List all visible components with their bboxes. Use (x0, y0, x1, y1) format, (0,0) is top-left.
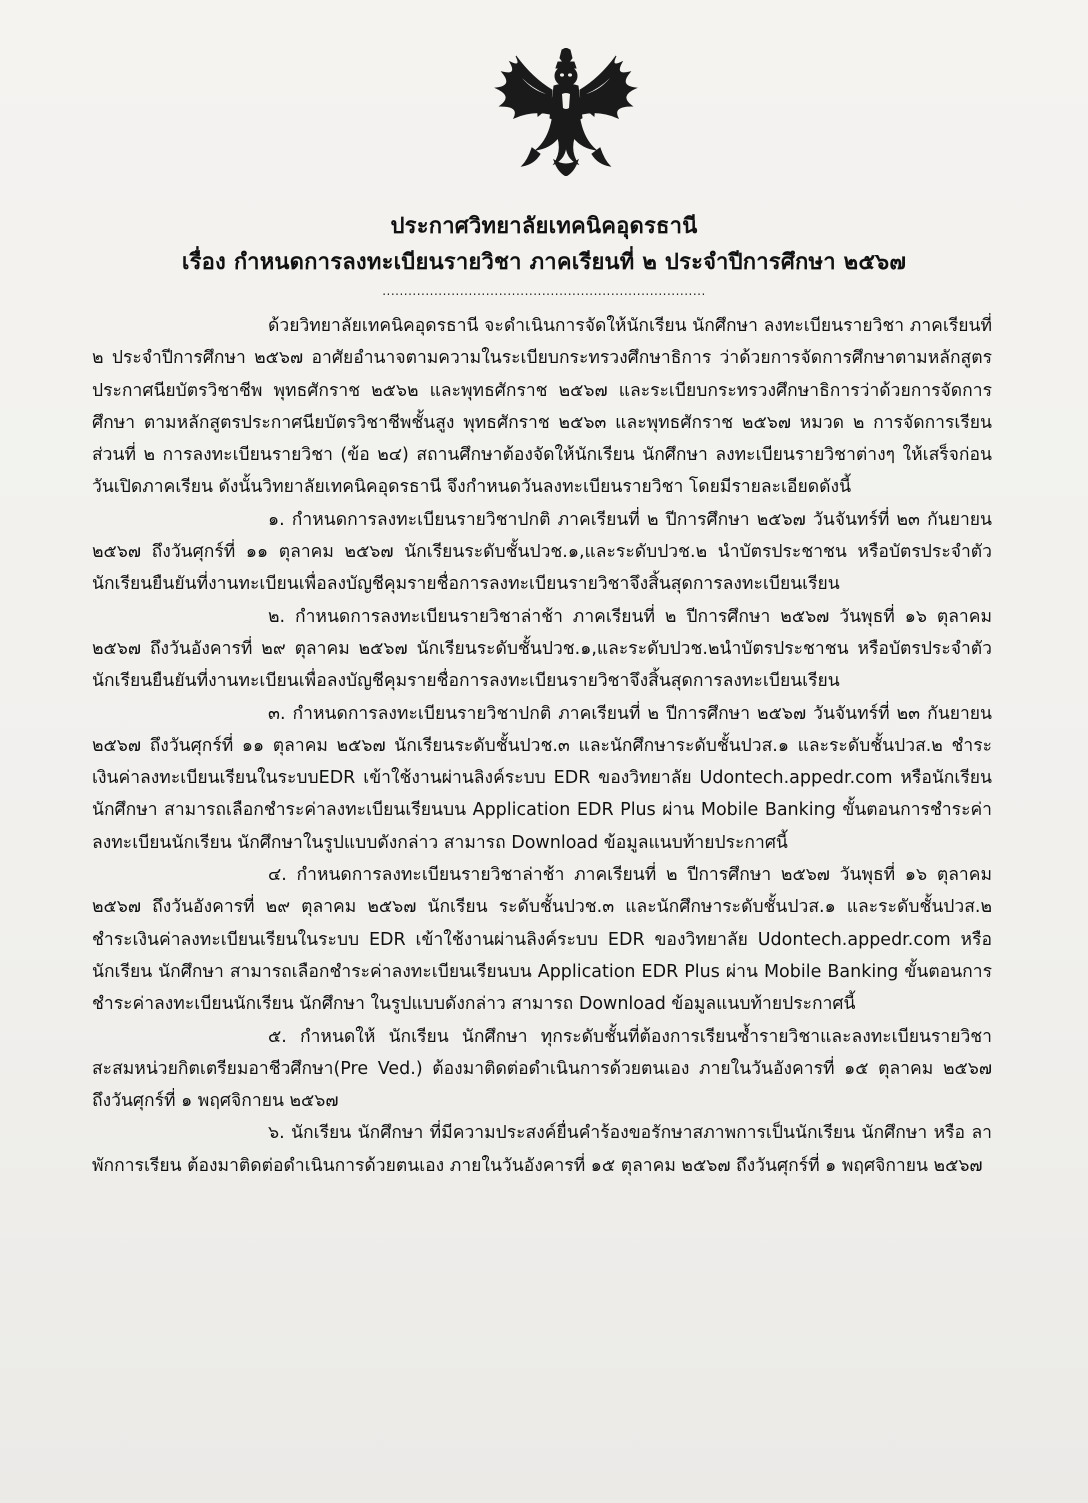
announcement-subject: เรื่อง กำหนดการลงทะเบียนรายวิชา ภาคเรียนที่ ๒ ประจำปีการศึกษา ๒๕๖๗ (181, 250, 907, 275)
separator-line: ........................................................................... (382, 284, 706, 298)
announcement-title: ประกาศวิทยาลัยเทคนิคอุดรธานี (390, 214, 698, 239)
garuda-emblem-icon (492, 48, 640, 176)
item-1-paragraph: ๑. กำหนดการลงทะเบียนรายวิชาปกติ ภาคเรียนที่ ๒ ปีการศึกษา ๒๕๖๗ วันจันทร์ที่ ๒๓ กันยายน ๒๕๖๗ ถึงวันศุกร์ที่ ๑๑ ตุลาคม ๒๕๖๗ นักเรียนระดับชั้นปวช.๑,และระดับปวช.๒ นำบัตรประชาชน หรือบัตรประจำตัวนักเรียนยืนยันที่งานทะเบียนเพื่อลงบัญชีคุมรายชื่อการลงทะเบียนรายวิชาจึงสิ้นสุดการลงทะเบียนเรียน (92, 509, 992, 595)
item-4-paragraph: ๔. กำหนดการลงทะเบียนรายวิชาล่าช้า ภาคเรียนที่ ๒ ปีการศึกษา ๒๕๖๗ วันพุธที่ ๑๖ ตุลาคม ๒๕๖๗ ถึงวันอังคารที่ ๒๙ ตุลาคม ๒๕๖๗ นักเรียน ระดับชั้นปวช.๓ และนักศึกษาระดับชั้นปวส.๑ และระดับชั้นปวส.๒ ชำระเงินค่าลงทะเบียนเรียนในระบบ EDR เข้าใช้งานผ่านลิงค์ระบบ EDR ของวิทยาลัย Udontech.appedr.com หรือนักเรียน นักศึกษา สามารถเลือกชำระค่าลงทะเบียนเรียนบน Application EDR Plus ผ่าน Mobile Banking ขั้นตอนการชำระค่าลงทะเบียนนักเรียน นักศึกษา ในรูปแบบดังกล่าว สามารถ Download ข้อมูลแนบท้ายประกาศนี้ (92, 865, 992, 1015)
announcement-body (92, 310, 992, 1182)
item-3-paragraph: ๓. กำหนดการลงทะเบียนรายวิชาปกติ ภาคเรียนที่ ๒ ปีการศึกษา ๒๕๖๗ วันจันทร์ที่ ๒๓ กันยายน ๒๕๖๗ ถึงวันศุกร์ที่ ๑๑ ตุลาคม ๒๕๖๗ นักเรียนระดับชั้นปวช.๓ และนักศึกษาระดับชั้นปวส.๑ และระดับชั้นปวส.๒ ชำระเงินค่าลงทะเบียนเรียนในระบบEDR เข้าใช้งานผ่านลิงค์ระบบ EDR ของวิทยาลัย Udontech.appedr.com หรือนักเรียน นักศึกษา สามารถเลือกชำระค่าลงทะเบียนเรียนบน Application EDR Plus ผ่าน Mobile Banking ขั้นตอนการชำระค่าลงทะเบียนนักเรียน นักศึกษาในรูปแบบดังกล่าว สามารถ Download ข้อมูลแนบท้ายประกาศนี้ (92, 703, 992, 853)
item-5-paragraph: ๕. กำหนดให้ นักเรียน นักศึกษา ทุกระดับชั้นที่ต้องการเรียนซ้ำรายวิชาและลงทะเบียนรายวิชาสะสมหน่วยกิตเตรียมอาชีวศึกษา(Pre Ved.) ต้องมาติดต่อดำเนินการด้วยตนเอง ภายในวันอังคารที่ ๑๕ ตุลาคม ๒๕๖๗ ถึงวันศุกร์ที่ ๑ พฤศจิกายน ๒๕๖๗ (92, 1026, 992, 1112)
intro-paragraph: ด้วยวิทยาลัยเทคนิคอุดรธานี จะดำเนินการจัดให้นักเรียน นักศึกษา ลงทะเบียนรายวิชา ภาคเรียนที่ ๒ ประจำปีการศึกษา ๒๕๖๗ อาศัยอำนาจตามความในระเบียบกระทรวงศึกษาธิการ ว่าด้วยการจัดการศึกษาตามหลักสูตรประกาศนียบัตรวิชาชีพ พุทธศักราช ๒๕๖๒ และพุทธศักราช ๒๕๖๗ และระเบียบกระทรวงศึกษาธิการว่าด้วยการจัดการศึกษา ตามหลักสูตรประกาศนียบัตรวิชาชีพชั้นสูง พุทธศักราช ๒๕๖๓ และพุทธศักราช ๒๕๖๗ หมวด ๒ การจัดการเรียน ส่วนที่ ๒ การลงทะเบียนรายวิชา (ข้อ ๒๔) สถานศึกษาต้องจัดให้นักเรียน นักศึกษา ลงทะเบียนรายวิชาต่างๆ ให้เสร็จก่อนวันเปิดภาคเรียน ดังนั้นวิทยาลัยเทคนิคอุดรธานี จึงกำหนดวันลงทะเบียนรายวิชา โดยมีรายละเอียดดังนี้ (92, 316, 992, 498)
item-6-paragraph: ๖. นักเรียน นักศึกษา ที่มีความประสงค์ยื่นคำร้องขอรักษาสภาพการเป็นนักเรียน นักศึกษา หรือ ลาพักการเรียน ต้องมาติดต่อดำเนินการด้วยตนเอง ภายในวันอังคารที่ ๑๕ ตุลาคม ๒๕๖๗ ถึงวันศุกร์ที่ ๑ พฤศจิกายน ๒๕๖๗ (92, 1123, 992, 1176)
item-2-paragraph: ๒. กำหนดการลงทะเบียนรายวิชาล่าช้า ภาคเรียนที่ ๒ ปีการศึกษา ๒๕๖๗ วันพุธที่ ๑๖ ตุลาคม ๒๕๖๗ ถึงวันอังคารที่ ๒๙ ตุลาคม ๒๕๖๗ นักเรียนระดับชั้นปวช.๑,และระดับปวช.๒นำบัตรประชาชน หรือบัตรประจำตัวนักเรียนยืนยันที่งานทะเบียนเพื่อลงบัญชีคุมรายชื่อการลงทะเบียนรายวิชาจึงสิ้นสุดการลงทะเบียนเรียน (92, 606, 992, 692)
